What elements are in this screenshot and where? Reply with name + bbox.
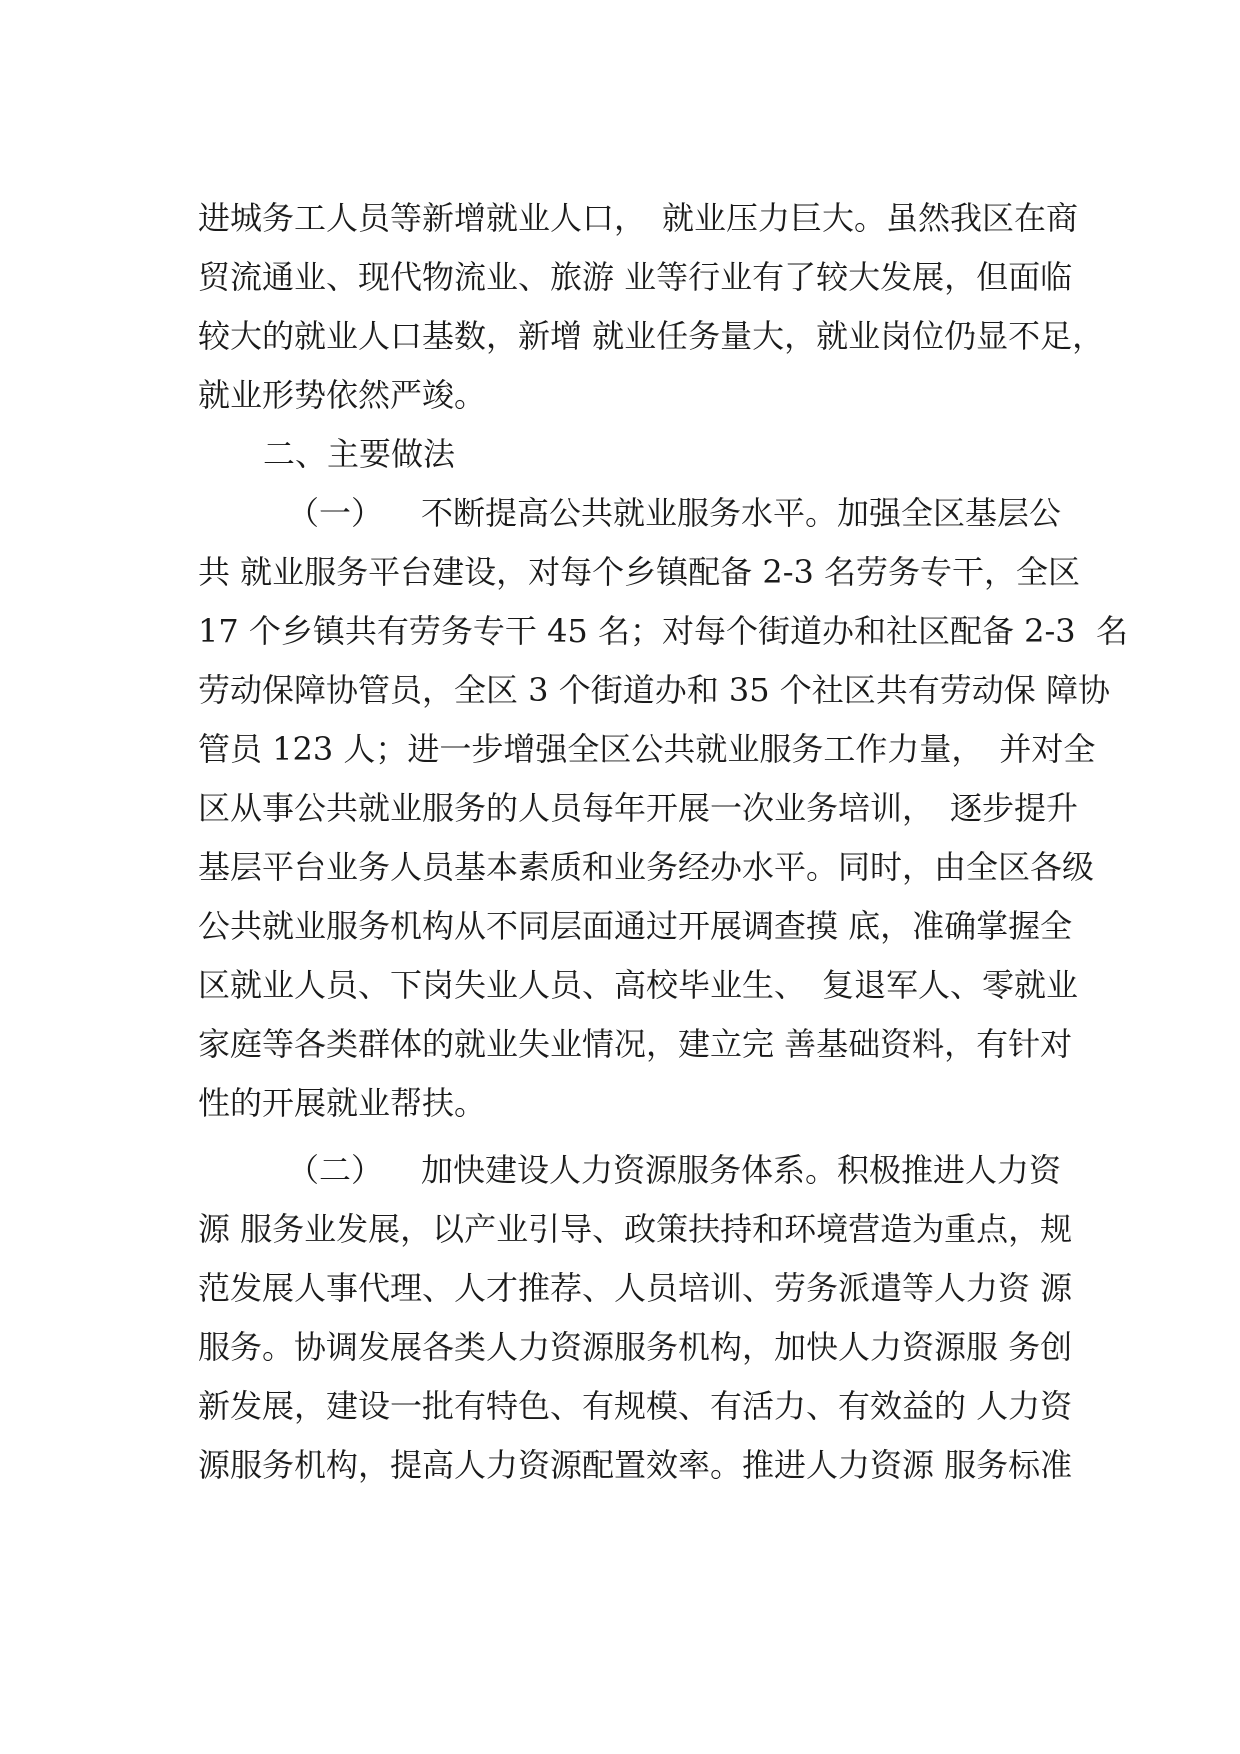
paragraph-line: 较大的就业人口基数，新增 就业任务量大，就业岗位仍显不足， (198, 317, 1105, 355)
paragraph-line: 服务。协调发展各类人力资源服务机构，加快人力资源服 务创 (198, 1328, 1073, 1366)
section-heading: 二、主要做法 (263, 435, 456, 473)
paragraph-line: 源服务机构，提高人力资源配置效率。推进人力资源 服务标准 (198, 1446, 1073, 1484)
item-number: （二） (287, 1151, 384, 1189)
paragraph-line: 劳动保障协管员，全区 3 个街道办和 35 个社区共有劳动保 障协 (198, 671, 1110, 709)
paragraph-line: 家庭等各类群体的就业失业情况，建立完 善基础资料，有针对 (198, 1025, 1073, 1063)
paragraph-line: 公共就业服务机构从不同层面通过开展调查摸 底，准确掌握全 (198, 907, 1073, 945)
item-number: （一） (287, 494, 384, 532)
paragraph-line: 新发展，建设一批有特色、有规模、有活力、有效益的 人力资 (198, 1387, 1073, 1425)
paragraph-line: 共 就业服务平台建设，对每个乡镇配备 2-3 名劳务专干，全区 (198, 553, 1081, 591)
item-first-line: 加快建设人力资源服务体系。积极推进人力资 (421, 1151, 1062, 1189)
paragraph-line: 基层平台业务人员基本素质和业务经办水平。同时，由全区各级 (198, 848, 1095, 886)
item-first-line: 不断提高公共就业服务水平。加强全区基层公 (421, 494, 1062, 532)
paragraph-line: 源 服务业发展，以产业引导、政策扶持和环境营造为重点，规 (198, 1210, 1073, 1248)
paragraph-line: 进城务工人员等新增就业人口， 就业压力巨大。虽然我区在商 (198, 199, 1079, 237)
paragraph-line: 贸流通业、现代物流业、旅游 业等行业有了较大发展，但面临 (198, 258, 1073, 296)
paragraph-line: 区就业人员、下岗失业人员、高校毕业生、 复退军人、零就业 (198, 966, 1079, 1004)
paragraph-line: 区从事公共就业服务的人员每年开展一次业务培训， 逐步提升 (198, 789, 1079, 827)
paragraph-line: 17 个乡镇共有劳务专干 45 名；对每个街道办和社区配备 2-3 名 (198, 612, 1129, 650)
paragraph-line: 范发展人事代理、人才推荐、人员培训、劳务派遣等人力资 源 (198, 1269, 1073, 1307)
paragraph-line: 就业形势依然严竣。 (198, 376, 487, 414)
paragraph-line: 管员 123 人；进一步增强全区公共就业服务工作力量， 并对全 (198, 730, 1096, 768)
paragraph-line: 性的开展就业帮扶。 (198, 1084, 487, 1122)
